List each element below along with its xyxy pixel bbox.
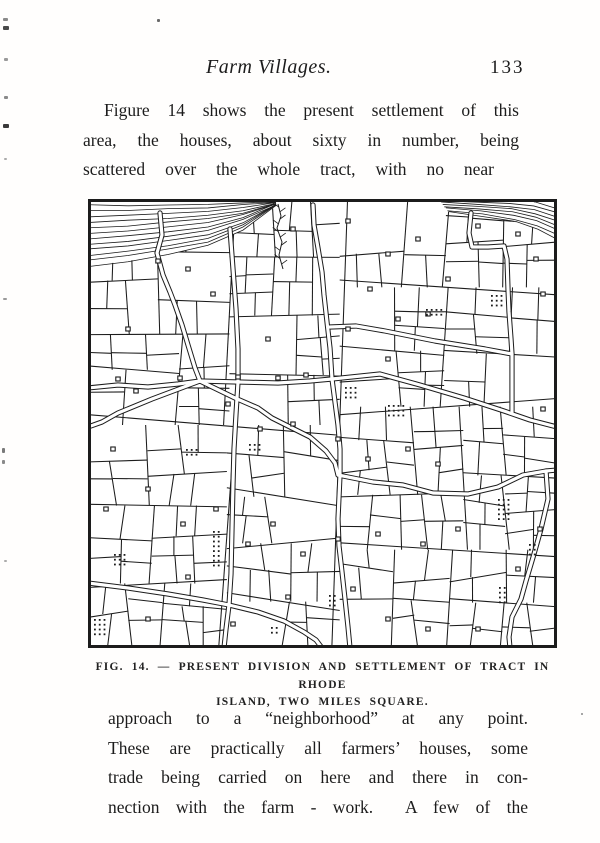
scan-speck [157, 19, 160, 22]
scan-speck [581, 713, 583, 715]
caption-line-2: ISLAND, TWO MILES SQUARE. [216, 696, 429, 708]
scan-speck [4, 58, 8, 61]
caption-line-1: FIG. 14. — PRESENT DIVISION AND SETTLEMENT OF TRACT IN RHODE [95, 661, 550, 691]
text-line: area, the houses, about sixty in number, being [83, 129, 519, 150]
text-line: Figure 14 shows the present settlement of this [104, 100, 519, 120]
page-number: 133 [490, 57, 525, 78]
paragraph-bottom [108, 704, 528, 822]
figure-14 [88, 199, 557, 648]
paragraph-top [83, 96, 519, 185]
scan-speck [2, 460, 5, 464]
scan-speck [4, 158, 7, 160]
scan-speck [4, 560, 7, 562]
running-head: Farm Villages. [206, 56, 332, 78]
text-line: nection with the farm - work. A few of the [108, 796, 528, 817]
scan-speck [4, 96, 8, 99]
scan-speck [3, 298, 7, 300]
text-line: scattered over the whole tract, with no near [83, 159, 494, 180]
scan-speck [2, 448, 5, 453]
text-line: approach to a “neighborhood” at any point. [108, 708, 528, 728]
scan-speck [3, 18, 8, 21]
text-line: trade being carried on here and there in con- [108, 767, 528, 788]
figure-map [88, 199, 557, 648]
scan-speck [3, 124, 9, 128]
text-line: These are practically all farmers’ houses, some [108, 737, 528, 758]
scan-speck [3, 26, 9, 30]
